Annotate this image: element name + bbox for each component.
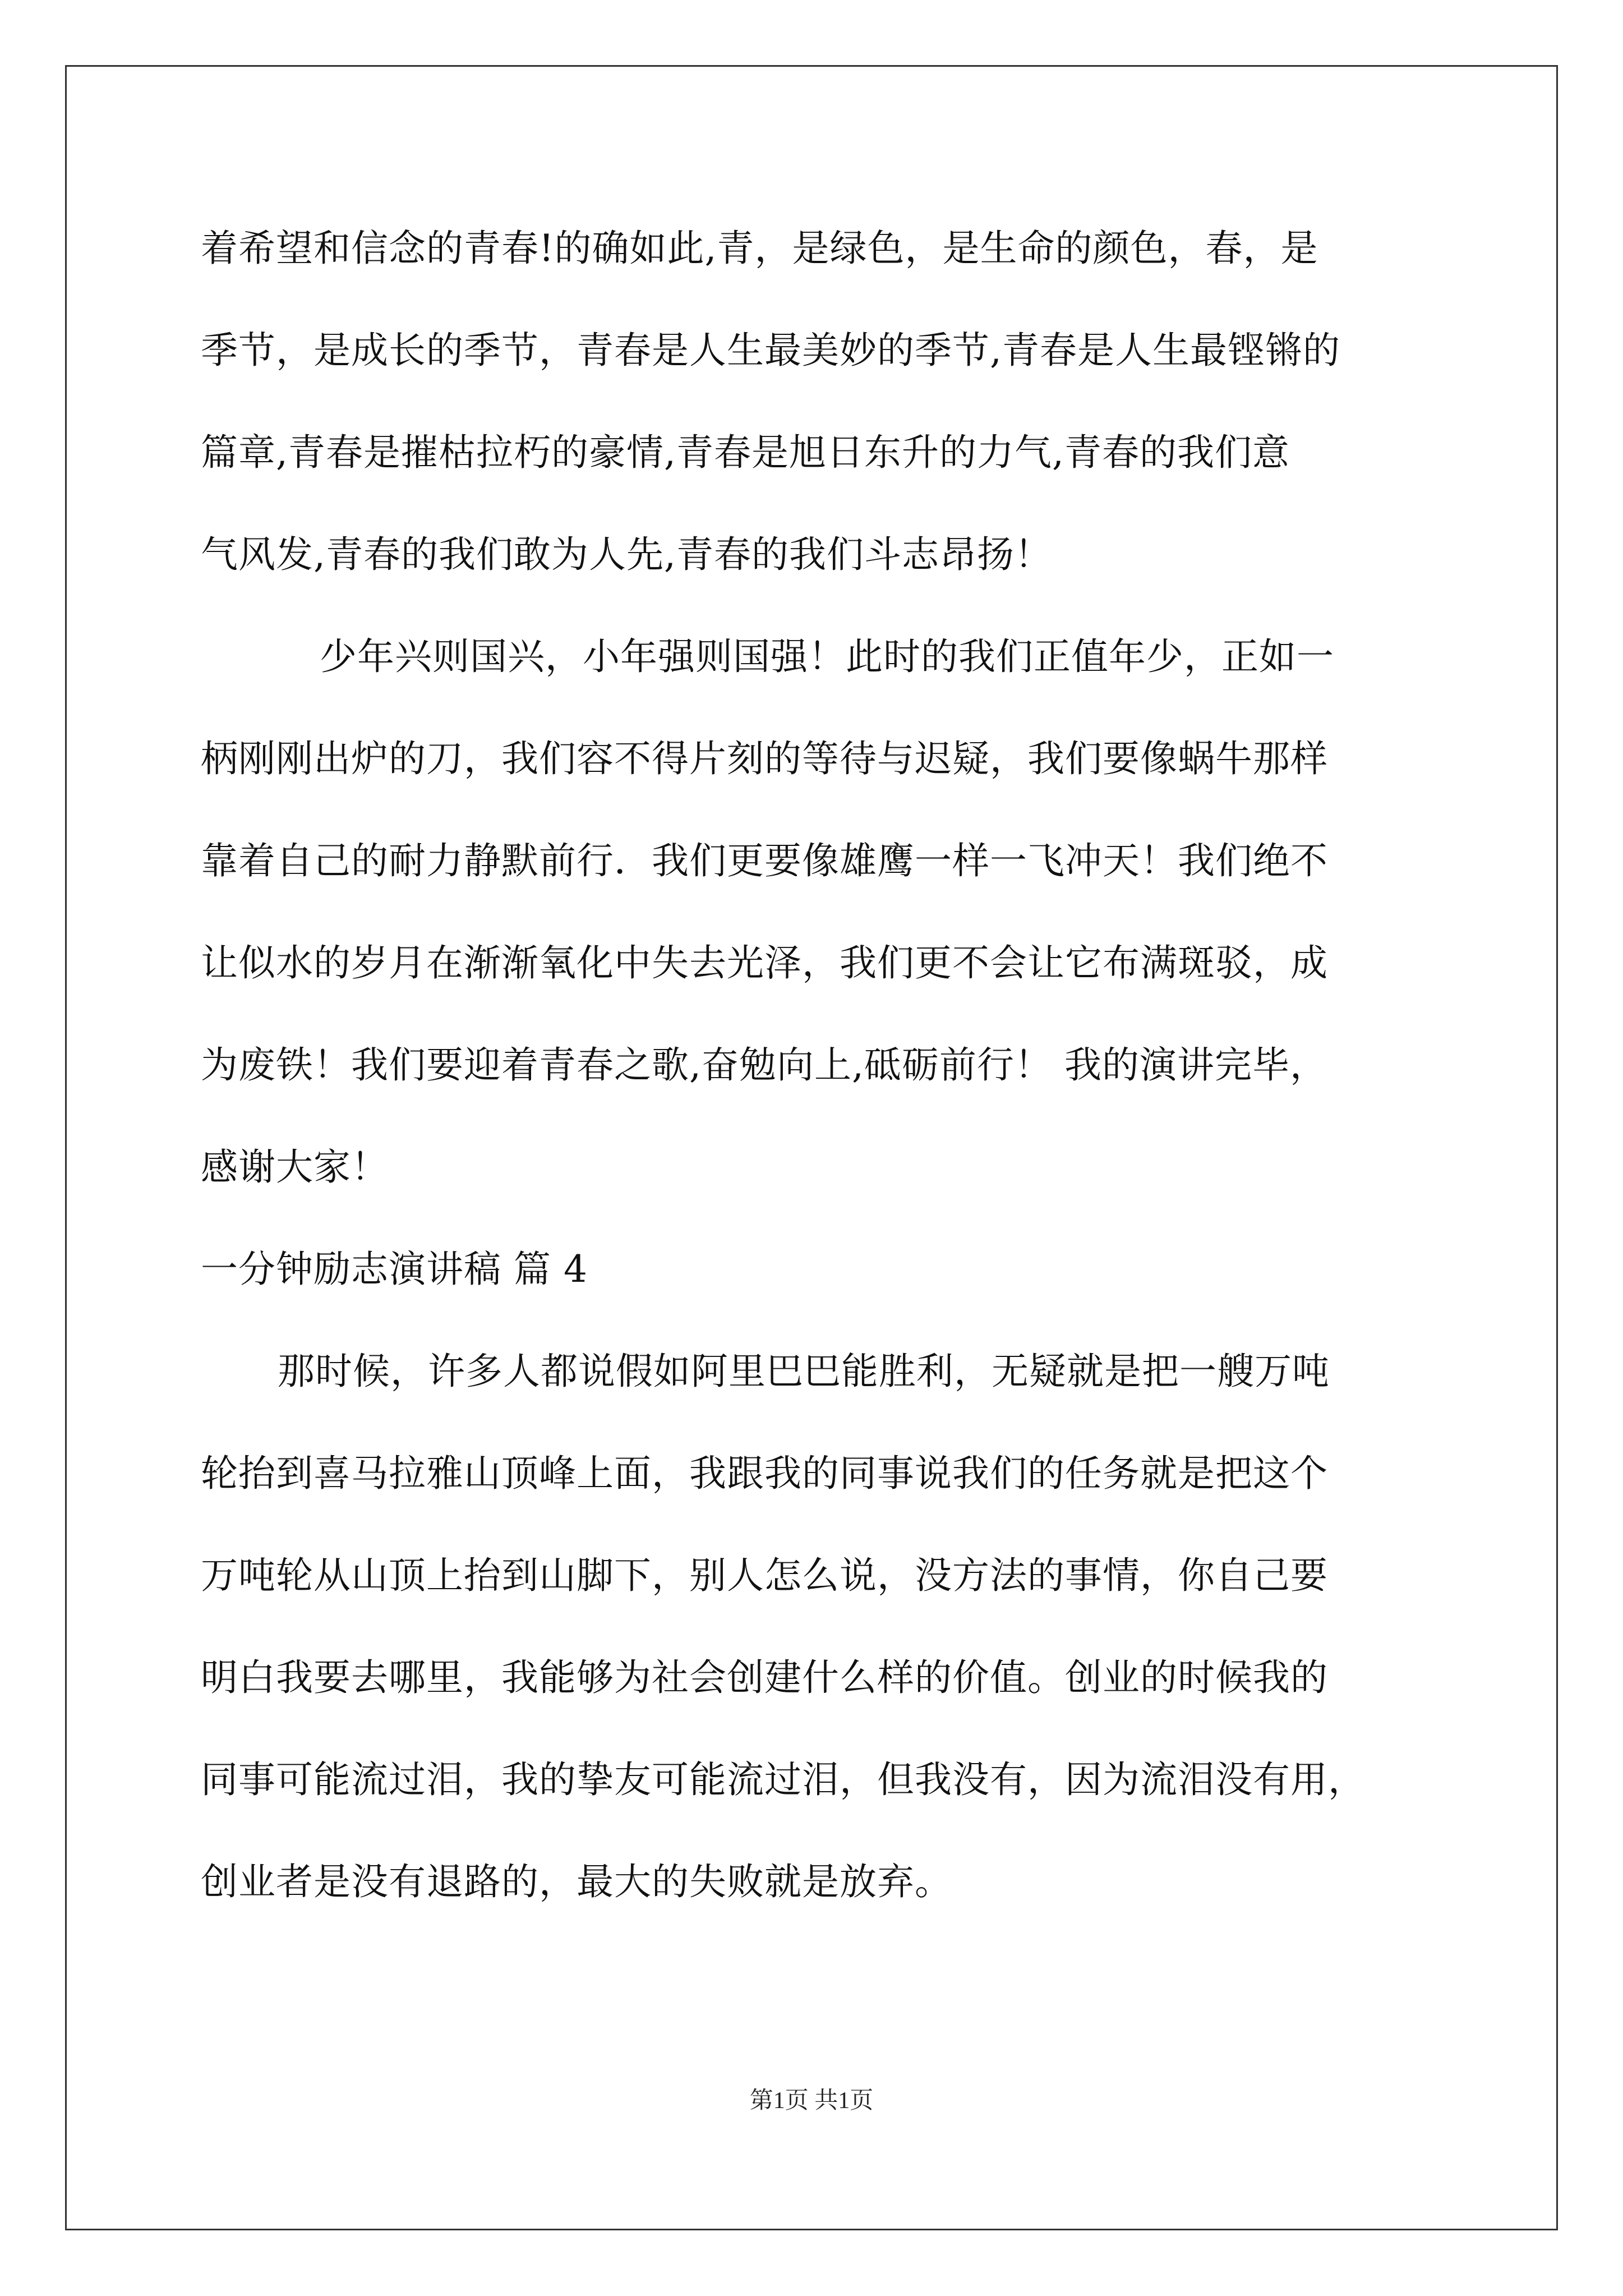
- body-line-4: 气风发,青春的我们敢为人先,青春的我们斗志昂扬！: [201, 533, 1052, 576]
- body-line-6: 柄刚刚出炉的刀，我们容不得片刻的等待与迟疑，我们要像蜗牛那样: [201, 737, 1328, 780]
- body-line-7: 靠着自己的耐力静默前行．我们更要像雄鹰一样一飞冲天！我们绝不: [201, 839, 1328, 882]
- body-line-14: 明白我要去哪里，我能够为社会创建什么样的价值。创业的时候我的: [201, 1656, 1328, 1699]
- body-line-12: 轮抬到喜马拉雅山顶峰上面，我跟我的同事说我们的任务就是把这个: [201, 1452, 1328, 1495]
- body-line-13: 万吨轮从山顶上抬到山脚下，别人怎么说，没方法的事情，你自己要: [201, 1554, 1328, 1597]
- page-footer: 第1页 共1页: [749, 2088, 874, 2114]
- body-line-16: 创业者是没有退路的，最大的失败就是放弃。: [201, 1860, 952, 1903]
- body-line-2: 季节，是成长的季节，青春是人生最美妙的季节,青春是人生最铿锵的: [201, 329, 1340, 372]
- body-line-15: 同事可能流过泪，我的挚友可能流过泪，但我没有，因为流泪没有用，: [201, 1758, 1366, 1801]
- body-line-9: 为废铁！我们要迎着青春之歌,奋勉向上,砥砺前行！ 我的演讲完毕，: [201, 1043, 1327, 1087]
- body-line-1: 着希望和信念的青春!的确如此,青，是绿色，是生命的颜色，春，是: [201, 227, 1318, 270]
- body-line-8: 让似水的岁月在渐渐氧化中失去光泽，我们更不会让它布满斑驳，成: [201, 941, 1328, 984]
- body-line-10: 感谢大家！: [201, 1145, 389, 1189]
- body-line-11: 那时候，许多人都说假如阿里巴巴能胜利，无疑就是把一艘万吨: [278, 1350, 1330, 1393]
- body-line-5: 少年兴则国兴，小年强则国强！此时的我们正值年少，正如一: [320, 635, 1334, 678]
- section-heading: 一分钟励志演讲稿 篇 4: [201, 1248, 588, 1291]
- body-line-3: 篇章,青春是摧枯拉朽的豪情,青春是旭日东升的力气,青春的我们意: [201, 431, 1290, 474]
